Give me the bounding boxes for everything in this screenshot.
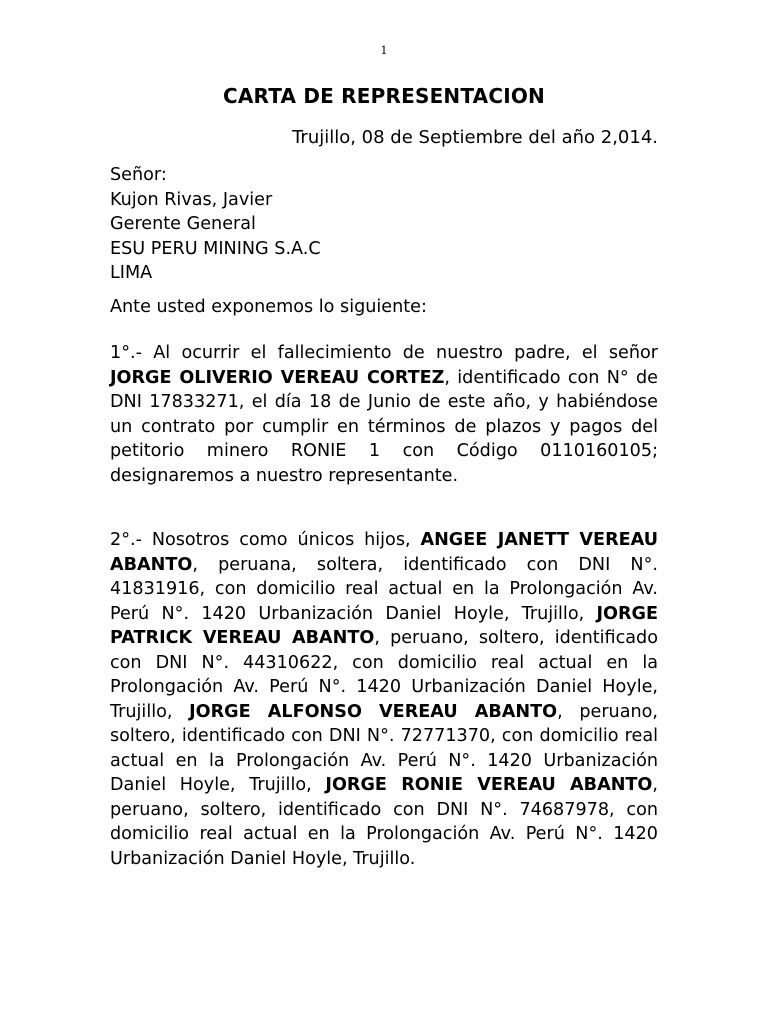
child-name-4: JORGE RONIE VEREAU ABANTO	[325, 775, 653, 795]
paragraph-1	[110, 341, 658, 488]
recipient-position: Gerente General	[110, 214, 256, 234]
child-name-1: ANGEE JANETT VEREAU ABANTO	[110, 530, 658, 575]
child-details-2: , peruano, soltero, identificado con DNI N°. 44310622, con domicilio real actual en la Prolongación Av. Perú N°. 1420 Urbanización Daniel Hoyle, Trujillo,	[110, 628, 658, 722]
date-line: Trujillo, 08 de Septiembre del año 2,014.	[292, 127, 658, 148]
recipient-company: ESU PERU MINING S.A.C	[110, 238, 321, 259]
father-name: JORGE OLIVERIO VEREAU CORTEZ	[110, 367, 445, 388]
child-name-2: JORGE PATRICK VEREAU ABANTO	[110, 603, 658, 648]
child-details-3: , peruano, soltero, identificado con DNI N°. 72771370, con domicilio real actual en la Prolongación Av. Perú N°. 1420 Urbanización Daniel Hoyle, Trujillo,	[110, 701, 658, 795]
recipient-city: LIMA	[110, 263, 153, 283]
recipient-name: Kujon Rivas, Javier	[110, 189, 273, 210]
page-number: 1	[380, 44, 388, 57]
paragraph-1-rest: , identificado con N° de DNI 17833271, el día 18 de Junio de este año, y habiéndose un contrato por cumplir en términos de plazos y pagos del petitorio minero RONIE 1 con Código 0110160105; designaremos a nuestro representante.	[110, 367, 658, 486]
paragraph-2-lead: 2°.- Nosotros como únicos hijos,	[110, 530, 421, 550]
paragraph-1-lead: 1°.- Al ocurrir el fallecimiento de nuestro padre, el señor	[110, 343, 658, 363]
intro-line: Ante usted exponemos lo siguiente:	[110, 297, 427, 317]
child-details-4: , peruano, soltero, identificado con DNI N°. 74687978, con domicilio real actual en la Prolongación Av. Perú N°. 1420 Urbanización Daniel Hoyle, Trujillo.	[110, 775, 658, 869]
recipient-block	[110, 163, 658, 286]
child-name-3: JORGE ALFONSO VEREAU ABANTO	[189, 701, 558, 722]
paragraph-2	[110, 528, 658, 871]
recipient-salutation: Señor:	[110, 165, 167, 185]
child-details-1: , peruana, soltera, identificado con DNI N°. 41831916, con domicilio real actual en la Prolongación Av. Perú N°. 1420 Urbanización Daniel Hoyle, Trujillo,	[110, 554, 658, 624]
document-title: CARTA DE REPRESENTACION	[222, 84, 546, 108]
